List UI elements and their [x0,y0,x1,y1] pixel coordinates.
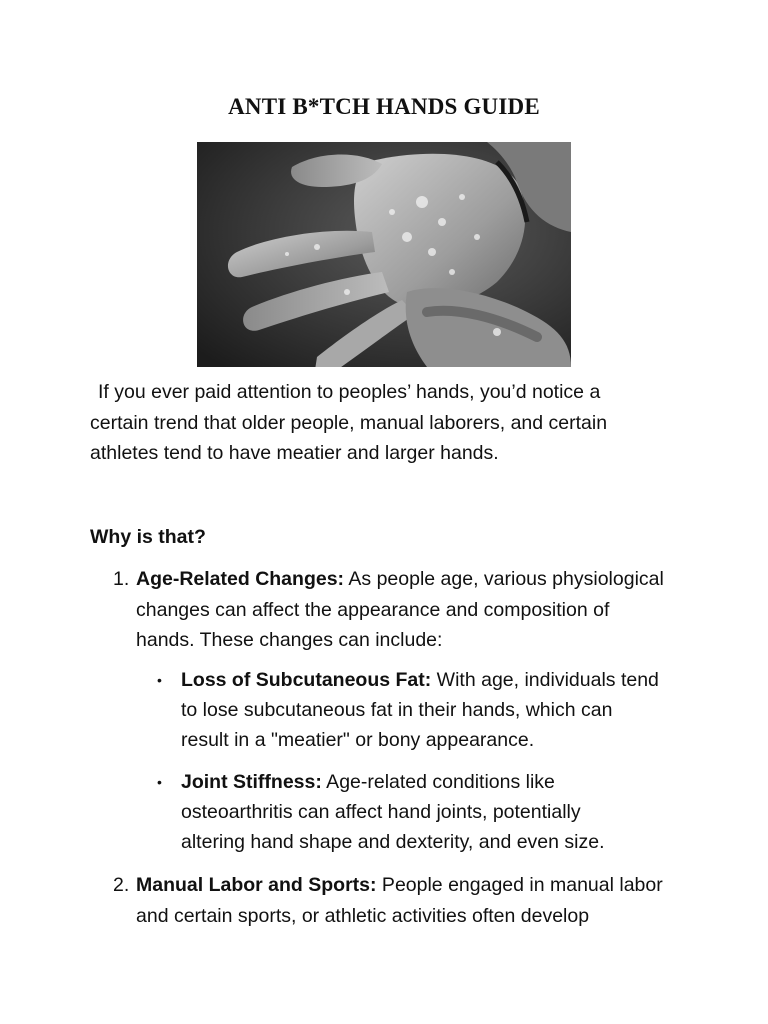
section-heading: Why is that? [90,526,206,548]
hands-photo [197,142,571,367]
list-number: 2. [113,874,130,896]
bullet-text: to lose subcutaneous fat in their hands, which can [181,699,613,721]
list-item-body [136,564,696,656]
intro-line: If you ever paid attention to peoples’ hands, you’d notice a [98,381,601,403]
bullet-body [181,767,691,857]
intro-paragraph [90,377,690,469]
bullet-text: With age, individuals tend [431,669,659,691]
list-item-body [136,870,696,931]
intro-line: certain trend that older people, manual laborers, and certain [90,411,608,434]
list-item-text: hands. These changes can include: [136,629,443,651]
list-item-term: Manual Labor and Sports: [136,874,377,896]
list-item-text: changes can affect the appearance and composition of [136,598,610,621]
bullet-text: altering hand shape and dexterity, and even size. [181,831,605,853]
bullet-body [181,665,691,755]
bullet-text: result in a "meatier" or bony appearance. [181,729,535,751]
bullet-text: osteoarthritis can affect hand joints, potentially [181,801,581,823]
list-item-term: Age-Related Changes: [136,568,345,590]
chalked-hand-image [197,142,571,367]
bullet-term: Loss of Subcutaneous Fat: [181,669,432,691]
bullet-glyph: • [157,774,162,790]
intro-line: athletes tend to have meatier and larger hands. [90,442,499,464]
document-title: ANTI B*TCH HANDS GUIDE [228,94,540,119]
list-item-text: People engaged in manual labor [376,874,663,896]
bullet-term: Joint Stiffness: [181,771,322,793]
bullet-glyph: • [157,672,162,688]
list-item-text: and certain sports, or athletic activities often develop [136,904,590,927]
list-number: 1. [113,568,130,590]
bullet-text: Age-related conditions like [321,771,555,793]
list-item-text: As people age, various physiological [344,568,664,590]
